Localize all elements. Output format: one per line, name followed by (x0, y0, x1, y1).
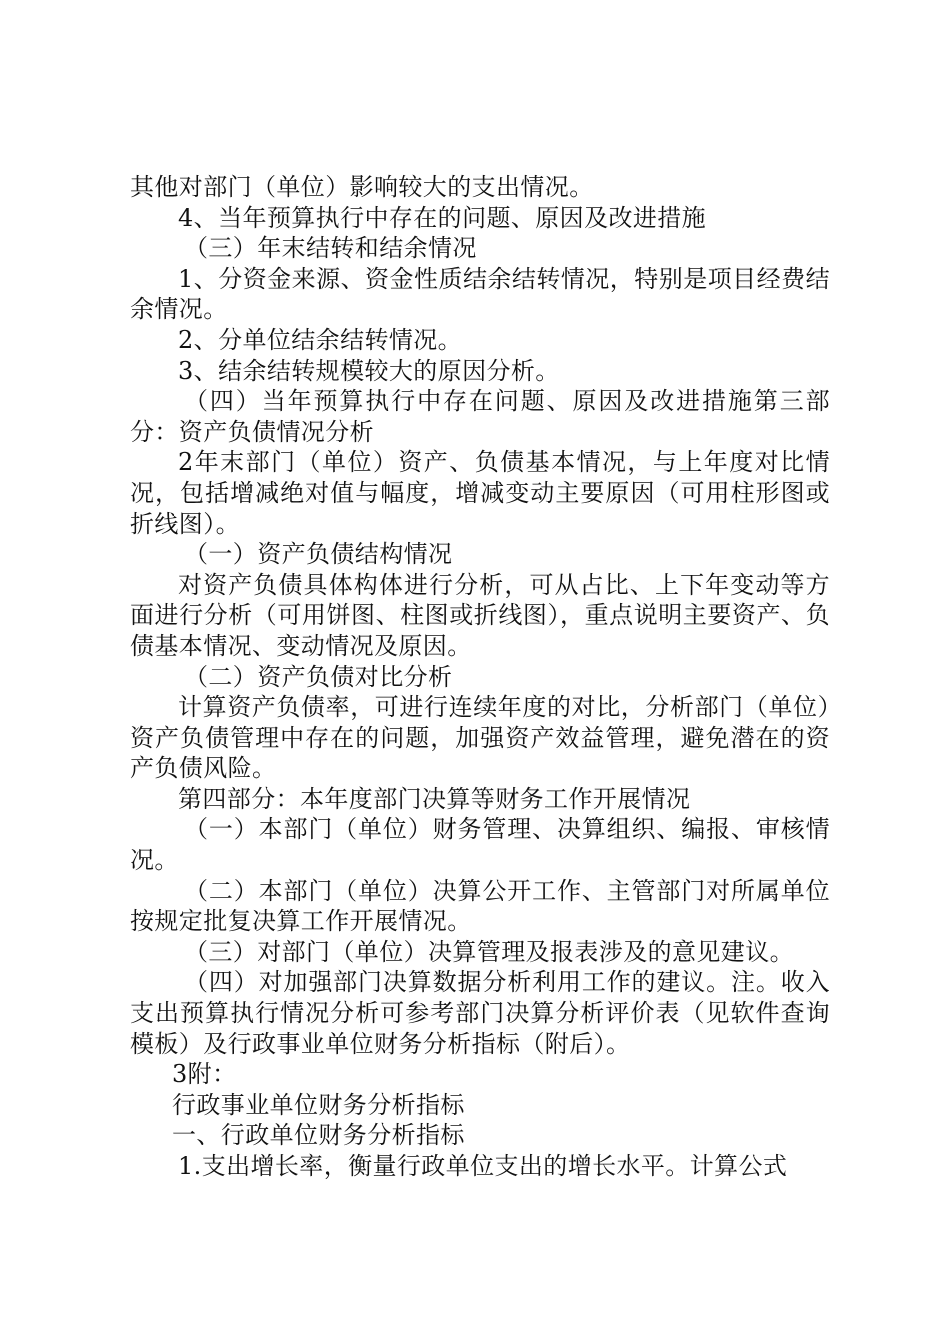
section-heading: （二）资产负债对比分析 (184, 662, 453, 691)
paragraph: 对资产负债具体构体进行分析，可从占比、上下年变动等方面进行分析（可用饼图、柱图或折线图），重点说明主要资产、负债基本情况、变动情况及原因。 (130, 570, 830, 660)
paragraph: 1、分资金来源、资金性质结余结转情况，特别是项目经费结余情况。 (130, 264, 830, 324)
section-heading: （四）当年预算执行中存在问题、原因及改进措施第三部分：资产负债情况分析 (130, 387, 830, 446)
part-heading: 第四部分：本年度部门决算等财务工作开展情况 (178, 784, 691, 813)
paragraph: （四）对加强部门决算数据分析利用工作的建议。注。收入支出预算执行情况分析可参考部门决算分析评价表（见软件查询模板）及行政事业单位财务分析指标（附后）。 (130, 968, 830, 1058)
paragraph: 4、当年预算执行中存在的问题、原因及改进措施 (178, 203, 707, 232)
paragraph: 3、结余结转规模较大的原因分析。 (178, 356, 560, 385)
paragraph: （一）本部门（单位）财务管理、决算组织、编报、审核情况。 (130, 815, 830, 875)
paragraph: 其他对部门（单位）影响较大的支出情况。 (130, 173, 594, 201)
paragraph: （二）本部门（单位）决算公开工作、主管部门对所属单位按规定批复决算工作开展情况。 (130, 876, 830, 936)
appendix-label: 3附： (172, 1060, 237, 1089)
paragraph: 2年末部门（单位）资产、负债基本情况，与上年度对比情况，包括增减绝对值与幅度，增减变动主要原因（可用柱形图或折线图）。 (130, 448, 830, 538)
section-heading: 一、行政单位财务分析指标 (172, 1121, 465, 1150)
paragraph: 计算资产负债率，可进行连续年度的对比，分析部门（单位）资产负债管理中存在的问题，加强资产效益管理，避免潜在的资产负债风险。 (130, 693, 830, 783)
paragraph: 1.支出增长率，衡量行政单位支出的增长水平。计算公式 (178, 1152, 788, 1180)
section-heading: （一）资产负债结构情况 (184, 540, 453, 569)
paragraph: 2、分单位结余结转情况。 (178, 325, 463, 354)
section-heading: （三）年末结转和结余情况 (184, 234, 477, 263)
document-body (130, 172, 830, 1182)
paragraph: （三）对部门（单位）决算管理及报表涉及的意见建议。 (184, 937, 794, 966)
appendix-title: 行政事业单位财务分析指标 (172, 1090, 465, 1119)
